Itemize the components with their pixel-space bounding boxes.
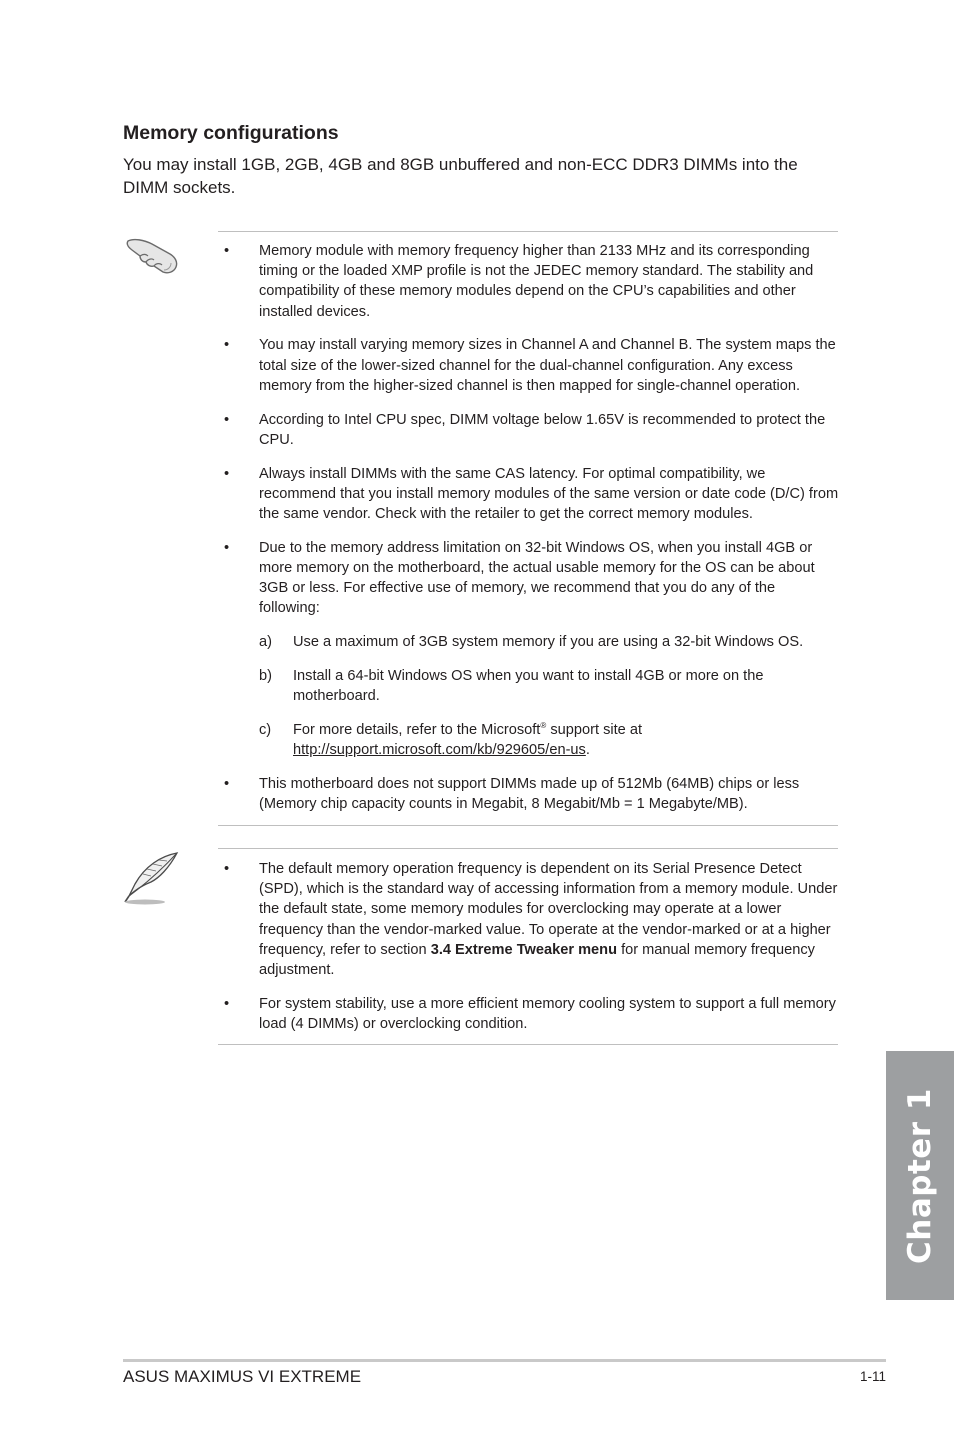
sub-list-item	[259, 720, 840, 760]
sub-item-text-middle: support site at	[546, 722, 643, 739]
section-reference: 3.4 Extreme Tweaker menu	[430, 941, 618, 958]
microsoft-support-link[interactable]: http://support.microsoft.com/kb/929605/en-us	[293, 742, 586, 759]
list-item	[218, 538, 840, 761]
sub-item-letter: c)	[259, 722, 272, 739]
bullet: •	[224, 861, 230, 877]
sub-item-text: For more details, refer to the Microsoft	[293, 722, 541, 739]
list-item-text: Memory module with memory frequency higher than 2133 MHz and its corresponding timing or the loaded XMP profile is not the JEDEC memory standard. The stability and compatibility of these memory modules depend on the CPU’s capabilities and other installed devices.	[259, 243, 814, 320]
list-item	[218, 241, 840, 322]
list-item-text: You may install varying memory sizes in Channel A and Channel B. The system maps the total size of the lower-sized channel for the dual-channel configuration. Any excess memory from the higher-sized channel is then mapped for single-channel operation.	[259, 337, 836, 394]
bullet: •	[224, 465, 230, 482]
list-item-text-end: for manual memory frequency adjustment.	[259, 941, 815, 979]
footer-divider	[123, 1359, 886, 1362]
sub-list	[259, 632, 840, 760]
notice-list	[218, 241, 840, 828]
chapter-label: Chapter 1	[902, 1087, 938, 1264]
list-item	[218, 410, 840, 450]
sub-item-text: Install a 64-bit Windows OS when you want to install 4GB or more on the motherboard.	[293, 668, 764, 705]
bullet: •	[224, 995, 230, 1012]
section-heading: Memory configurations	[123, 122, 339, 144]
sub-item-text-end: .	[585, 742, 590, 759]
list-item-text: The default memory operation frequency is dependent on its Serial Presence Detect (SPD), which is the standard way of accessing information from a memory module. Under the default state, some memory modules for overclocking may operate at a lower frequency than the vendor-marked value. To operate at the vendor-marked or at a higher frequency, refer to section	[259, 861, 838, 958]
sub-item-text: Use a maximum of 3GB system memory if you are using a 32-bit Windows OS.	[293, 634, 804, 651]
list-item-text: According to Intel CPU spec, DIMM voltage below 1.65V is recommended to protect the CPU.	[259, 411, 826, 448]
footer-product-name: ASUS MAXIMUS VI EXTREME	[123, 1367, 362, 1386]
list-item	[218, 774, 840, 814]
bullet: •	[224, 776, 230, 793]
sub-item-letter: a)	[259, 634, 272, 651]
sub-list-item	[259, 632, 840, 652]
list-item	[218, 464, 840, 525]
pointing-hand-icon	[124, 232, 180, 276]
bullet: •	[224, 337, 230, 354]
sub-item-letter: b)	[259, 668, 272, 685]
bullet: •	[224, 243, 230, 259]
bullet: •	[224, 539, 230, 556]
list-item-text: This motherboard does not support DIMMs made up of 512Mb (64MB) chips or less (Memory chip capacity counts in Megabit, 8 Megabit/Mb = 1 Megabyte/MB).	[259, 776, 800, 813]
sub-list-item	[259, 666, 840, 706]
quill-pen-icon	[121, 850, 181, 906]
chapter-tab	[886, 1051, 954, 1300]
intro-paragraph: You may install 1GB, 2GB, 4GB and 8GB unbuffered and non-ECC DDR3 DIMMs into the DIMM sockets.	[123, 155, 798, 197]
list-item	[218, 994, 840, 1034]
list-item	[218, 335, 840, 396]
registered-mark: ®	[540, 721, 547, 731]
list-item-text: Due to the memory address limitation on 32-bit Windows OS, when you install 4GB or more memory on the motherboard, the actual usable memory for the OS can be about 3GB or less. For effective use of memory, we recommend that you do any of the following:	[259, 539, 815, 617]
list-item-text: Always install DIMMs with the same CAS latency. For optimal compatibility, we recommend that you install memory modules of the same version or date code (D/C) from the same vendor. Check with the retailer to get the correct memory modules.	[259, 465, 839, 523]
bullet: •	[224, 411, 230, 428]
list-item	[218, 859, 840, 980]
note-list	[218, 859, 840, 1048]
page-number: 1-11	[859, 1369, 886, 1384]
list-item-text: For system stability, use a more efficient memory cooling system to support a full memory load (4 DIMMs) or overclocking condition.	[259, 995, 836, 1033]
